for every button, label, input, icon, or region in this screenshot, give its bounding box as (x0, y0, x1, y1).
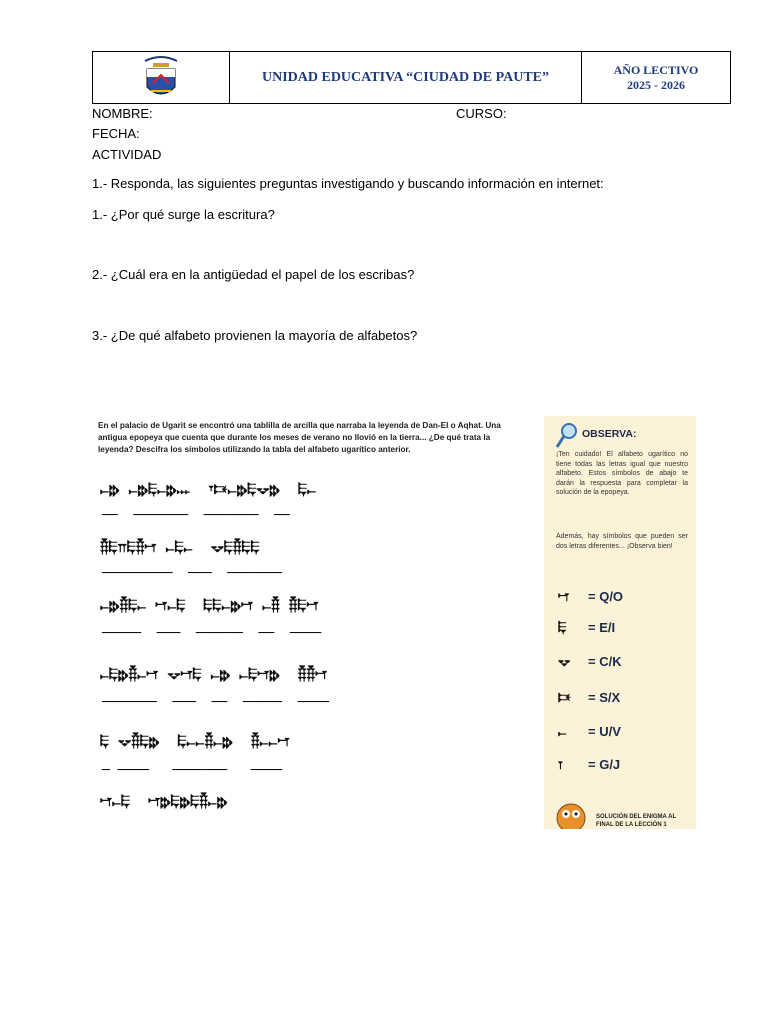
key-row-uv (558, 723, 621, 740)
key-value: = Q/O (588, 589, 624, 604)
observe-text-2: Además, hay símbolos que pueden ser dos letras diferentes... ¡Observa bien! (556, 533, 688, 550)
key-value: = E/I (588, 620, 616, 635)
cuneiform-row-6: 𐎎𐎚𐎛 𐎎𐎗𐎛𐎗𐎛𐎝𐎚𐎗 (100, 792, 228, 810)
year-label: AÑO LECTIVO (613, 62, 699, 77)
answer-blanks-5: ─ ──── ─────── ──── (102, 763, 283, 778)
key-symbol: 𐎛 (558, 619, 567, 635)
activity-label: ACTIVIDAD (92, 147, 162, 162)
observe-text-1: ¡Ten cuidado! El alfabeto ugarítico no tiene todas las letras igual que nuestro alfabeto. Estos símbolos de abajo te darán la respuesta para completar la solución de la epopeya. (556, 451, 688, 496)
key-value: = C/K (588, 654, 622, 669)
question-1: 1.- ¿Por qué surge la escritura? (92, 207, 275, 222)
puzzle-intro: En el palacio de Ugarit se encontró una tablilla de arcilla que narraba la leyenda de Dan-El o Aqhat. Una antigua epopeya que cuenta que durante los meses de verano no llovió en la tierra... ¿De qué trata la leyenda? Descifra los símbolos utilizando la tabla del alfabeto ugarítico anterior. (98, 421, 501, 454)
observe-title: OBSERVA: (582, 428, 637, 440)
answer-blanks-4: ─────── ─── ── ───── ──── (102, 695, 329, 710)
school-crest-icon (139, 53, 183, 103)
school-year (582, 52, 730, 103)
key-row-sx (558, 689, 620, 706)
key-symbol: 𐎂 (558, 756, 563, 772)
instructions: 1.- Responda, las siguientes preguntas investigando y buscando información en internet: (92, 176, 604, 191)
cuneiform-row-2: 𐎝𐎛𐎕𐎛𐎝𐎎 𐎚𐎛𐎚 𐎒𐎛𐎝𐎛𐎛 (100, 538, 260, 556)
ugaritic-puzzle-image (92, 416, 696, 829)
owl-mascot-icon (554, 800, 588, 829)
name-label: NOMBRE: (92, 106, 153, 121)
cuneiform-row-1: 𐎚𐎗 𐎚𐎗𐎛𐎚𐎗𐎐 𐎟𐎑𐎚𐎗𐎛𐎒𐎗 𐎛𐎚 (100, 480, 317, 498)
header-table (92, 51, 731, 104)
key-symbol: 𐎚 (558, 723, 567, 739)
school-logo-cell (93, 52, 230, 103)
key-value: = U/V (588, 724, 621, 739)
cuneiform-row-3: 𐎚𐎗𐎝𐎛𐎚 𐎎𐎚𐎛 𐎛𐎛𐎚𐎗𐎎 𐎚𐎝 𐎝𐎛𐎎 (100, 596, 319, 614)
key-row-gj (558, 756, 620, 773)
date-label: FECHA: (92, 126, 140, 141)
question-2: 2.- ¿Cuál era en la antigüedad el papel de los escribas? (92, 267, 415, 282)
answer-blanks-1: ── ─────── ─────── ── (102, 508, 290, 523)
observe-panel (544, 416, 696, 829)
magnifier-icon (554, 421, 580, 451)
solution-note: SOLUCIÓN DEL ENIGMA AL FINAL DE LA LECCIÓN 1 (596, 814, 677, 828)
question-3: 3.- ¿De qué alfabeto provienen la mayoría de alfabetos? (92, 328, 418, 343)
answer-blanks-3: ───── ─── ────── ── ──── (102, 626, 322, 641)
key-symbol: 𐎑 (558, 689, 571, 705)
key-value: = S/X (588, 690, 621, 705)
key-symbol: 𐎒 (558, 653, 571, 669)
key-value: = G/J (588, 757, 621, 772)
key-symbol: 𐎎 (558, 588, 570, 604)
institution-name: UNIDAD EDUCATIVA “CIUDAD DE PAUTE” (230, 52, 582, 103)
key-row-ck (558, 653, 622, 670)
cuneiform-row-5: 𐎛 𐎒𐎝𐎛𐎗 𐎛𐎚𐎚𐎝𐎚𐎗 𐎝𐎚𐎚𐎎 (100, 732, 290, 750)
answer-blanks-2: ───────── ─── ─────── (102, 566, 283, 581)
cuneiform-row-4: 𐎚𐎛𐎗𐎝𐎚𐎎 𐎒𐎎𐎛 𐎚𐎗 𐎚𐎛𐎎𐎗 𐎝𐎝𐎎 (100, 665, 328, 683)
year-value: 2025 - 2026 (627, 77, 685, 92)
key-row-qo (558, 588, 623, 605)
key-row-ei (558, 619, 615, 636)
course-label: CURSO: (456, 106, 507, 121)
